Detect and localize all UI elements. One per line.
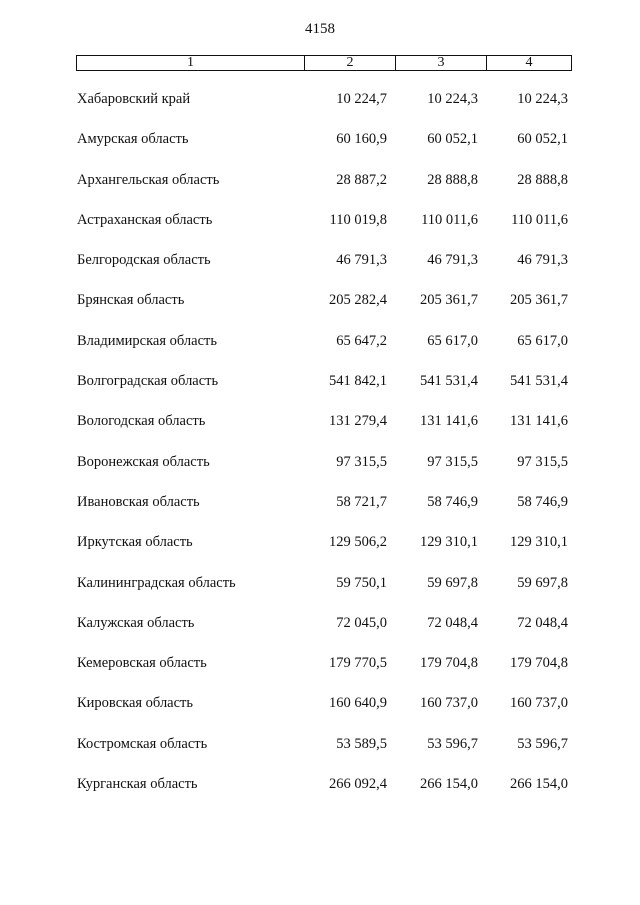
value-column-3: 46 791,3	[427, 252, 478, 269]
table-row	[0, 694, 640, 734]
region-name: Кемеровская область	[77, 655, 207, 672]
value-column-4: 72 048,4	[517, 614, 568, 631]
value-column-2: 65 647,2	[336, 332, 387, 349]
region-name: Белгородская область	[77, 252, 211, 269]
value-column-3: 541 531,4	[420, 373, 478, 390]
region-name: Кировская область	[77, 695, 194, 712]
column-header-1: 1	[77, 56, 305, 70]
table-row	[0, 332, 640, 372]
value-column-2: 129 506,2	[329, 534, 387, 551]
table-row	[0, 130, 640, 170]
region-name: Брянская область	[77, 292, 185, 309]
region-name: Ивановская область	[77, 493, 200, 510]
region-name: Астраханская область	[77, 211, 213, 228]
table-row	[0, 533, 640, 573]
value-column-4: 205 361,7	[510, 292, 568, 309]
value-column-4: 97 315,5	[517, 453, 568, 470]
region-name: Курганская область	[77, 776, 198, 793]
value-column-2: 72 045,0	[336, 614, 387, 631]
value-column-4: 110 011,6	[511, 211, 568, 228]
region-name: Воронежская область	[77, 453, 210, 470]
table-row	[0, 654, 640, 694]
region-name: Архангельская область	[77, 171, 220, 188]
region-name: Калужская область	[77, 614, 195, 631]
table-row	[0, 574, 640, 614]
region-name: Костромская область	[77, 735, 208, 752]
value-column-2: 541 842,1	[329, 373, 387, 390]
region-name: Хабаровский край	[77, 91, 191, 107]
value-column-4: 53 596,7	[517, 735, 568, 752]
column-header-2: 2	[305, 56, 396, 70]
region-name: Амурская область	[77, 131, 189, 148]
value-column-4: 266 154,0	[510, 776, 568, 793]
column-header-4: 4	[525, 55, 533, 70]
table-row	[0, 291, 640, 331]
table-row	[0, 251, 640, 291]
column-header-3: 3	[396, 56, 487, 70]
value-column-2: 110 019,8	[329, 211, 387, 228]
value-column-2: 266 092,4	[329, 776, 387, 793]
value-column-3: 97 315,5	[427, 453, 478, 470]
region-name: Волгоградская область	[77, 373, 219, 390]
value-column-3: 10 224,3	[427, 91, 478, 107]
table-body	[0, 90, 640, 815]
value-column-2: 205 282,4	[329, 292, 387, 309]
value-column-3: 129 310,1	[420, 534, 478, 551]
table-row	[0, 90, 640, 130]
table-row	[0, 775, 640, 815]
region-name: Калининградская область	[77, 574, 236, 591]
value-column-2: 53 589,5	[336, 735, 387, 752]
value-column-3: 65 617,0	[427, 332, 478, 349]
region-name: Владимирская область	[77, 332, 217, 349]
table-row	[0, 614, 640, 654]
value-column-4: 58 746,9	[517, 493, 568, 510]
value-column-4: 59 697,8	[517, 574, 568, 591]
table-row	[0, 211, 640, 251]
table-row	[0, 453, 640, 493]
value-column-3: 266 154,0	[420, 776, 478, 793]
value-column-2: 60 160,9	[336, 131, 387, 148]
table-row	[0, 735, 640, 775]
value-column-3: 205 361,7	[420, 292, 478, 309]
value-column-4: 179 704,8	[510, 655, 568, 672]
region-name: Вологодская область	[77, 413, 206, 430]
value-column-2: 46 791,3	[336, 252, 387, 269]
table-row	[0, 171, 640, 211]
value-column-2: 28 887,2	[336, 171, 387, 188]
value-column-3: 72 048,4	[427, 614, 478, 631]
table-header	[76, 55, 572, 71]
value-column-3: 58 746,9	[427, 493, 478, 510]
value-column-3: 131 141,6	[420, 413, 478, 430]
value-column-4: 60 052,1	[517, 131, 568, 148]
value-column-2: 58 721,7	[336, 493, 387, 510]
value-column-4: 129 310,1	[510, 534, 568, 551]
value-column-3: 28 888,8	[427, 171, 478, 188]
value-column-3: 179 704,8	[420, 655, 478, 672]
value-column-4: 65 617,0	[517, 332, 568, 349]
value-column-3: 60 052,1	[427, 131, 478, 148]
table-row	[0, 493, 640, 533]
value-column-3: 53 596,7	[427, 735, 478, 752]
value-column-2: 59 750,1	[336, 574, 387, 591]
value-column-2: 10 224,7	[336, 91, 387, 107]
page-number: 4158	[305, 21, 335, 37]
value-column-2: 179 770,5	[329, 655, 387, 672]
value-column-4: 46 791,3	[517, 252, 568, 269]
value-column-3: 160 737,0	[420, 695, 478, 712]
value-column-3: 110 011,6	[421, 211, 478, 228]
region-name: Иркутская область	[77, 534, 193, 551]
value-column-4: 28 888,8	[517, 171, 568, 188]
value-column-4: 160 737,0	[510, 695, 568, 712]
table-row	[0, 372, 640, 412]
value-column-4: 541 531,4	[510, 373, 568, 390]
value-column-2: 97 315,5	[336, 453, 387, 470]
value-column-2: 131 279,4	[329, 413, 387, 430]
table-row	[0, 412, 640, 452]
value-column-4: 10 224,3	[517, 91, 568, 107]
value-column-4: 131 141,6	[510, 413, 568, 430]
value-column-2: 160 640,9	[329, 695, 387, 712]
value-column-3: 59 697,8	[427, 574, 478, 591]
